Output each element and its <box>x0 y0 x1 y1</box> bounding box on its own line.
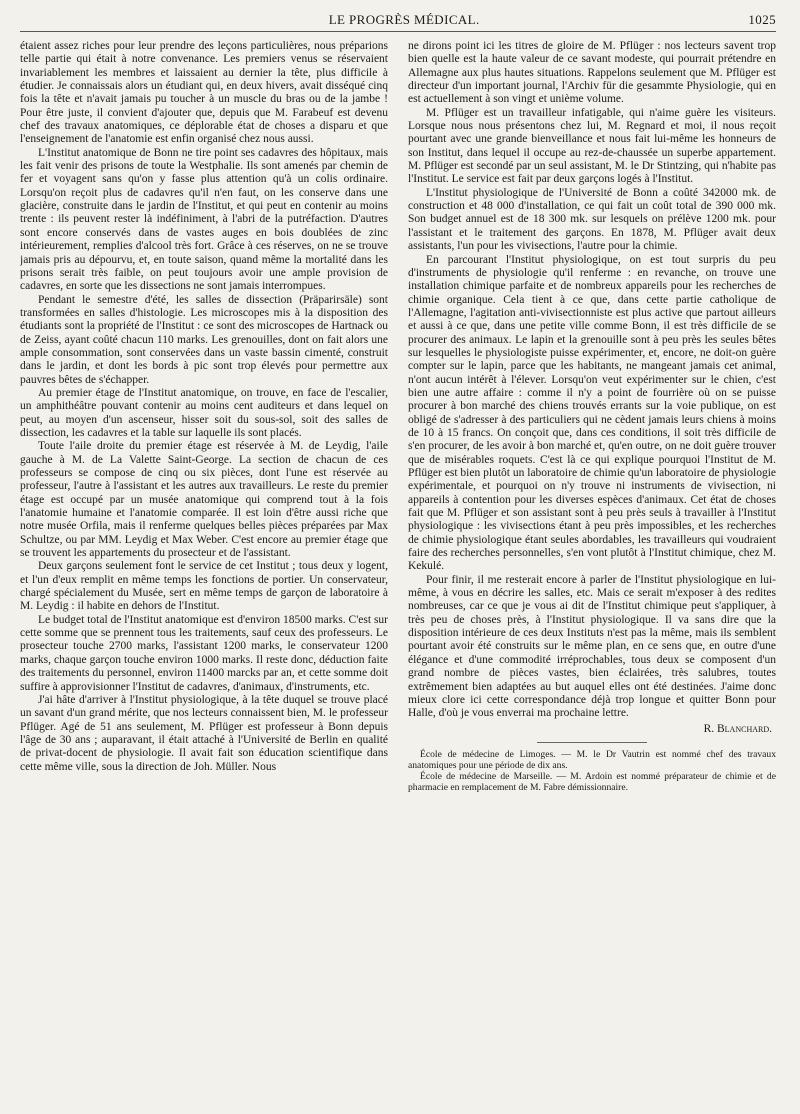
news-item: École de médecine de Marseille. — M. Ardoin est nommé préparateur de chimie et de pharmacie en remplacement de M. Fabre démissionnaire. <box>408 771 776 794</box>
right-column <box>408 40 776 1100</box>
paragraph: Le budget total de l'Institut anatomique est d'environ 18500 marks. C'est sur cette somme que se prennent tous les traitements, sauf ceux des professeurs. Le prosecteur touche 2700 marks, l'assistant 1200 marks, le conservateur 1200 marks, chaque garçon touche environ 1000 marks. Il reste donc, déduction faite des traitements du personnel, environ 11400 marcks par an, et cette somme doit suffire à approvisionner l'Institut de cadavres, d'animaux, d'instruments, etc. <box>20 613 388 693</box>
page-number: 1025 <box>748 12 776 27</box>
paragraph: En parcourant l'Institut physiologique, on est tout surpris du peu d'instruments de physiologie qu'il renferme : en revanche, on trouve une installation chimique parfaite et de nombreux appareils pour les recherches de chimie organique. Cela tient à ce que, dans cette partie catholique de l'Allemagne, l'agitation anti-vivisectionniste est plus active que partout ailleurs et aussi à ce que, dans une petite ville comme Bonn, il est très difficile de se procurer des animaux. Le lapin et la grenouille sont à peu près les seules bêtes sur lesquelles le physiologiste puisse expérimenter, et, encore, ne doit-on guère compter sur le lapin, parce que les habitants, ne mangeant jamais cet animal, n'ont aucun intérêt à l'élever. Lorsqu'on veut expérimenter sur le chien, c'est bien une autre affaire : comme il n'y a point de fourrière où on se puisse procurer à bon marché des chiens trouvés errants sur la voie publique, on est obligé de s'adresser à des particuliers qui ne cèdent jamais leurs chiens à moins de 10 à 15 francs. On conçoit que, dans ces conditions, il soit très difficile de s'en procurer, de les avoir à bon marché et, qu'en outre, on ne doit guère trouver que de misérables roquets. C'est là ce qui explique pourquoi l'Institut de M. Pflüger est bien plutôt un laboratoire de chimie qu'un laboratoire de physiologie expérimentale, et pourquoi on n'y trouve ni instruments de vivisection, ni appareils à contention pour les diverses espèces d'animaux. Cet état de choses fait que M. Pflüger et son assistant sont à peu près seuls à travailler à l'Institut physiologique : les vivisections étant à peu près impossibles, et les recherches de chimie physiologique étant seules abordables, les travailleurs qui voudraient faire des recherches personnelles, s'en vont plutôt à l'Institut chimique, chez M. Kekulé. <box>408 253 776 573</box>
author-signature: R. Blanchard. <box>703 722 772 735</box>
paragraph: Toute l'aile droite du premier étage est réservée à M. de Leydig, l'aile gauche à M. de La Valette Saint-George. La section de chacun de ces professeurs se compose de cinq ou six pièces, dont l'une est réservée au professeur, l'autre à l'assistant et les autres aux travailleurs. Le reste du premier étage est occupé par un musée anatomique qui comprend tout à la fois l'anatomie humaine et l'anatomie comparée. Il est loin d'être aussi riche que notre musée Orfila, mais il renferme quelques belles pièces préparées par Max Schultze, ou par MM. Leydig et Max Weber. C'est encore au premier étage que se trouvent les appartements du prosecteur et de l'assistant. <box>20 440 388 560</box>
journal-title: LE PROGRÈS MÉDICAL. <box>328 12 480 27</box>
running-header <box>20 6 776 32</box>
paragraph: ne dirons point ici les titres de gloire de M. Pflüger : nos lecteurs savent trop bien quelle est la haute valeur de ce savant modeste, qui pourrait prétendre en Allemagne aux plus hautes situations. Rappelons seulement que M. Pflüger est directeur d'un important journal, l'Archiv für die gesammte Physiologie, qui en est actuellement à son vingt et unième volume. <box>408 40 776 106</box>
paragraph: Au premier étage de l'Institut anatomique, on trouve, en face de l'escalier, un amphithéâtre pouvant contenir au moins cent auditeurs et dans lequel on peut, au moyen d'un ascenseur, hisser soit du sous-sol, soit des salles de dissection, les cadavres et la table sur laquelle ils sont placés. <box>20 386 388 439</box>
paragraph: M. Pflüger est un travailleur infatigable, qui n'aime guère les visiteurs. Lorsque nous nous présentons chez lui, M. Regnard et moi, il nous reçoit pourtant avec une grande bienveillance et nous fait lui-même les honneurs de son Institut, dans lequel il occupe au rez-de-chaussée un superbe appartement. M. Pflüger est secondé par un seul assistant, M. le Dr Stintzing, qui n'habite pas l'Institut. Le service est fait par deux garçons logés à l'Institut. <box>408 106 776 186</box>
paragraph: Pour finir, il me resterait encore à parler de l'Institut physiologique en lui-même, à vous en décrire les salles, etc. Mais ce serait m'exposer à des redites nombreuses, car ce que je vous ai dit de l'Institut chimique peut s'appliquer, à très peu de choses près, à l'Institut physiologique. Il va sans dire que la disposition intérieure de ces deux Instituts n'est pas la même, mais ils semblent pourtant avoir été construits sur le même plan, en ce sens que, en outre d'une élégance et d'une commodité irréprochables, tous deux se composent d'un grand nombre de pièces vastes, bien éclairées, très salubres, toutes extrêmement bien adaptées au but auquel elles ont été destinées. J'aime donc mieux clore ici cette correspondance déjà trop longue et quitter Bonn pour Halle, d'où je vous enverrai ma prochaine lettre. <box>408 573 776 720</box>
paragraph: Deux garçons seulement font le service de cet Institut ; tous deux y logent, et l'un d'eux remplit en même temps les fonctions de portier. Un conservateur, chargé spécialement du Musée, sert en même temps de garçon de laboratoire à M. Leydig : il habite en dehors de l'Institut. <box>20 560 388 613</box>
paragraph: L'Institut anatomique de Bonn ne tire point ses cadavres des hôpitaux, mais les fait venir des prisons de toute la Westphalie. Ils sont amenés par chemin de fer et voyagent sans qu'on y fasse plus attention qu'à un colis ordinaire. Lorsqu'on reçoit plus de cadavres qu'il n'en faut, on les conserve dans une glacière, construite dans le jardin de l'Institut, et qui peut en contenir au moins trente : ils peuvent rester là indéfiniment, à l'abri de la putréfaction. D'autres sont encore conservés dans de vastes auges en bois doublées de zinc intérieurement, remplies d'alcool très fort. Grâce à ces réserves, on ne se trouve jamais pris au dépourvu, et, en toute saison, quand même la mortalité dans les prisons serait très faible, on peut toujours avoir une ample provision de cadavres, en sorte que les dissections ne sont jamais interrompues. <box>20 146 388 293</box>
left-column <box>20 40 388 1100</box>
paragraph: L'Institut physiologique de l'Université de Bonn a coûté 342000 mk. de construction et 48 000 d'installation, ce qui fait un coût total de 390 000 mk. Son budget annuel est de 18 300 mk. sur lesquels on prélève 1200 mk. pour l'assistant et le traitement des garçons. En 1878, M. Pflüger avait deux assistants, l'un pour les vivisections, l'autre pour la chimie. <box>408 186 776 253</box>
article-body <box>20 40 776 1100</box>
divider <box>537 742 647 743</box>
paragraph: J'ai hâte d'arriver à l'Institut physiologique, à la tête duquel se trouve placé un savant d'un grand mérite, que nos lecteurs connaissent bien, M. le professeur Pflüger. Agé de 51 ans seulement, M. Pflüger est professeur à Bonn depuis l'âge de 30 ans ; auparavant, il était attaché à l'Université de Berlin en qualité de privat-docent de physiologie. Il avait fait son éducation scientifique dans cette même ville, sous la direction de Joh. Müller. Nous <box>20 693 388 773</box>
paragraph: Pendant le semestre d'été, les salles de dissection (Präparirsäle) sont transformées en salles d'histologie. Les microscopes mis à la disposition des étudiants sont la propriété de l'Institut : ce sont des microscopes de Hartnack ou de Zeiss, ayant coûté chacun 110 marks. Les grenouilles, dont on fait alors une ample consommation, sont conservées dans un vaste bassin cimenté, construit dans le jardin, et dont les bords à pic sont trop élevés pour permettre aux pauvres bêtes de s'échapper. <box>20 293 388 386</box>
news-item: École de médecine de Limoges. — M. le Dr Vautrin est nommé chef des travaux anatomiques pour une période de dix ans. <box>408 748 776 772</box>
paragraph: étaient assez riches pour leur prendre des leçons particulières, nous préparions telle partie qui était à notre convenance. Les premiers venus se réservaient invariablement les membres et laissaient au dernier la tête, plus difficile à étudier. Je connaissais alors un étudiant qui, en deux hivers, avait disséqué cinq fois la tête et n'avait jamais pu toucher à un muscle du bras ou de la jambe ! Pour être juste, il convient d'ajouter que, depuis que M. Farabeuf est devenu chef des travaux anatomiques, ce déplorable état de choses a disparu et que l'enseignement de l'anatomie est enfin organisé chez nous aussi. <box>20 40 388 146</box>
